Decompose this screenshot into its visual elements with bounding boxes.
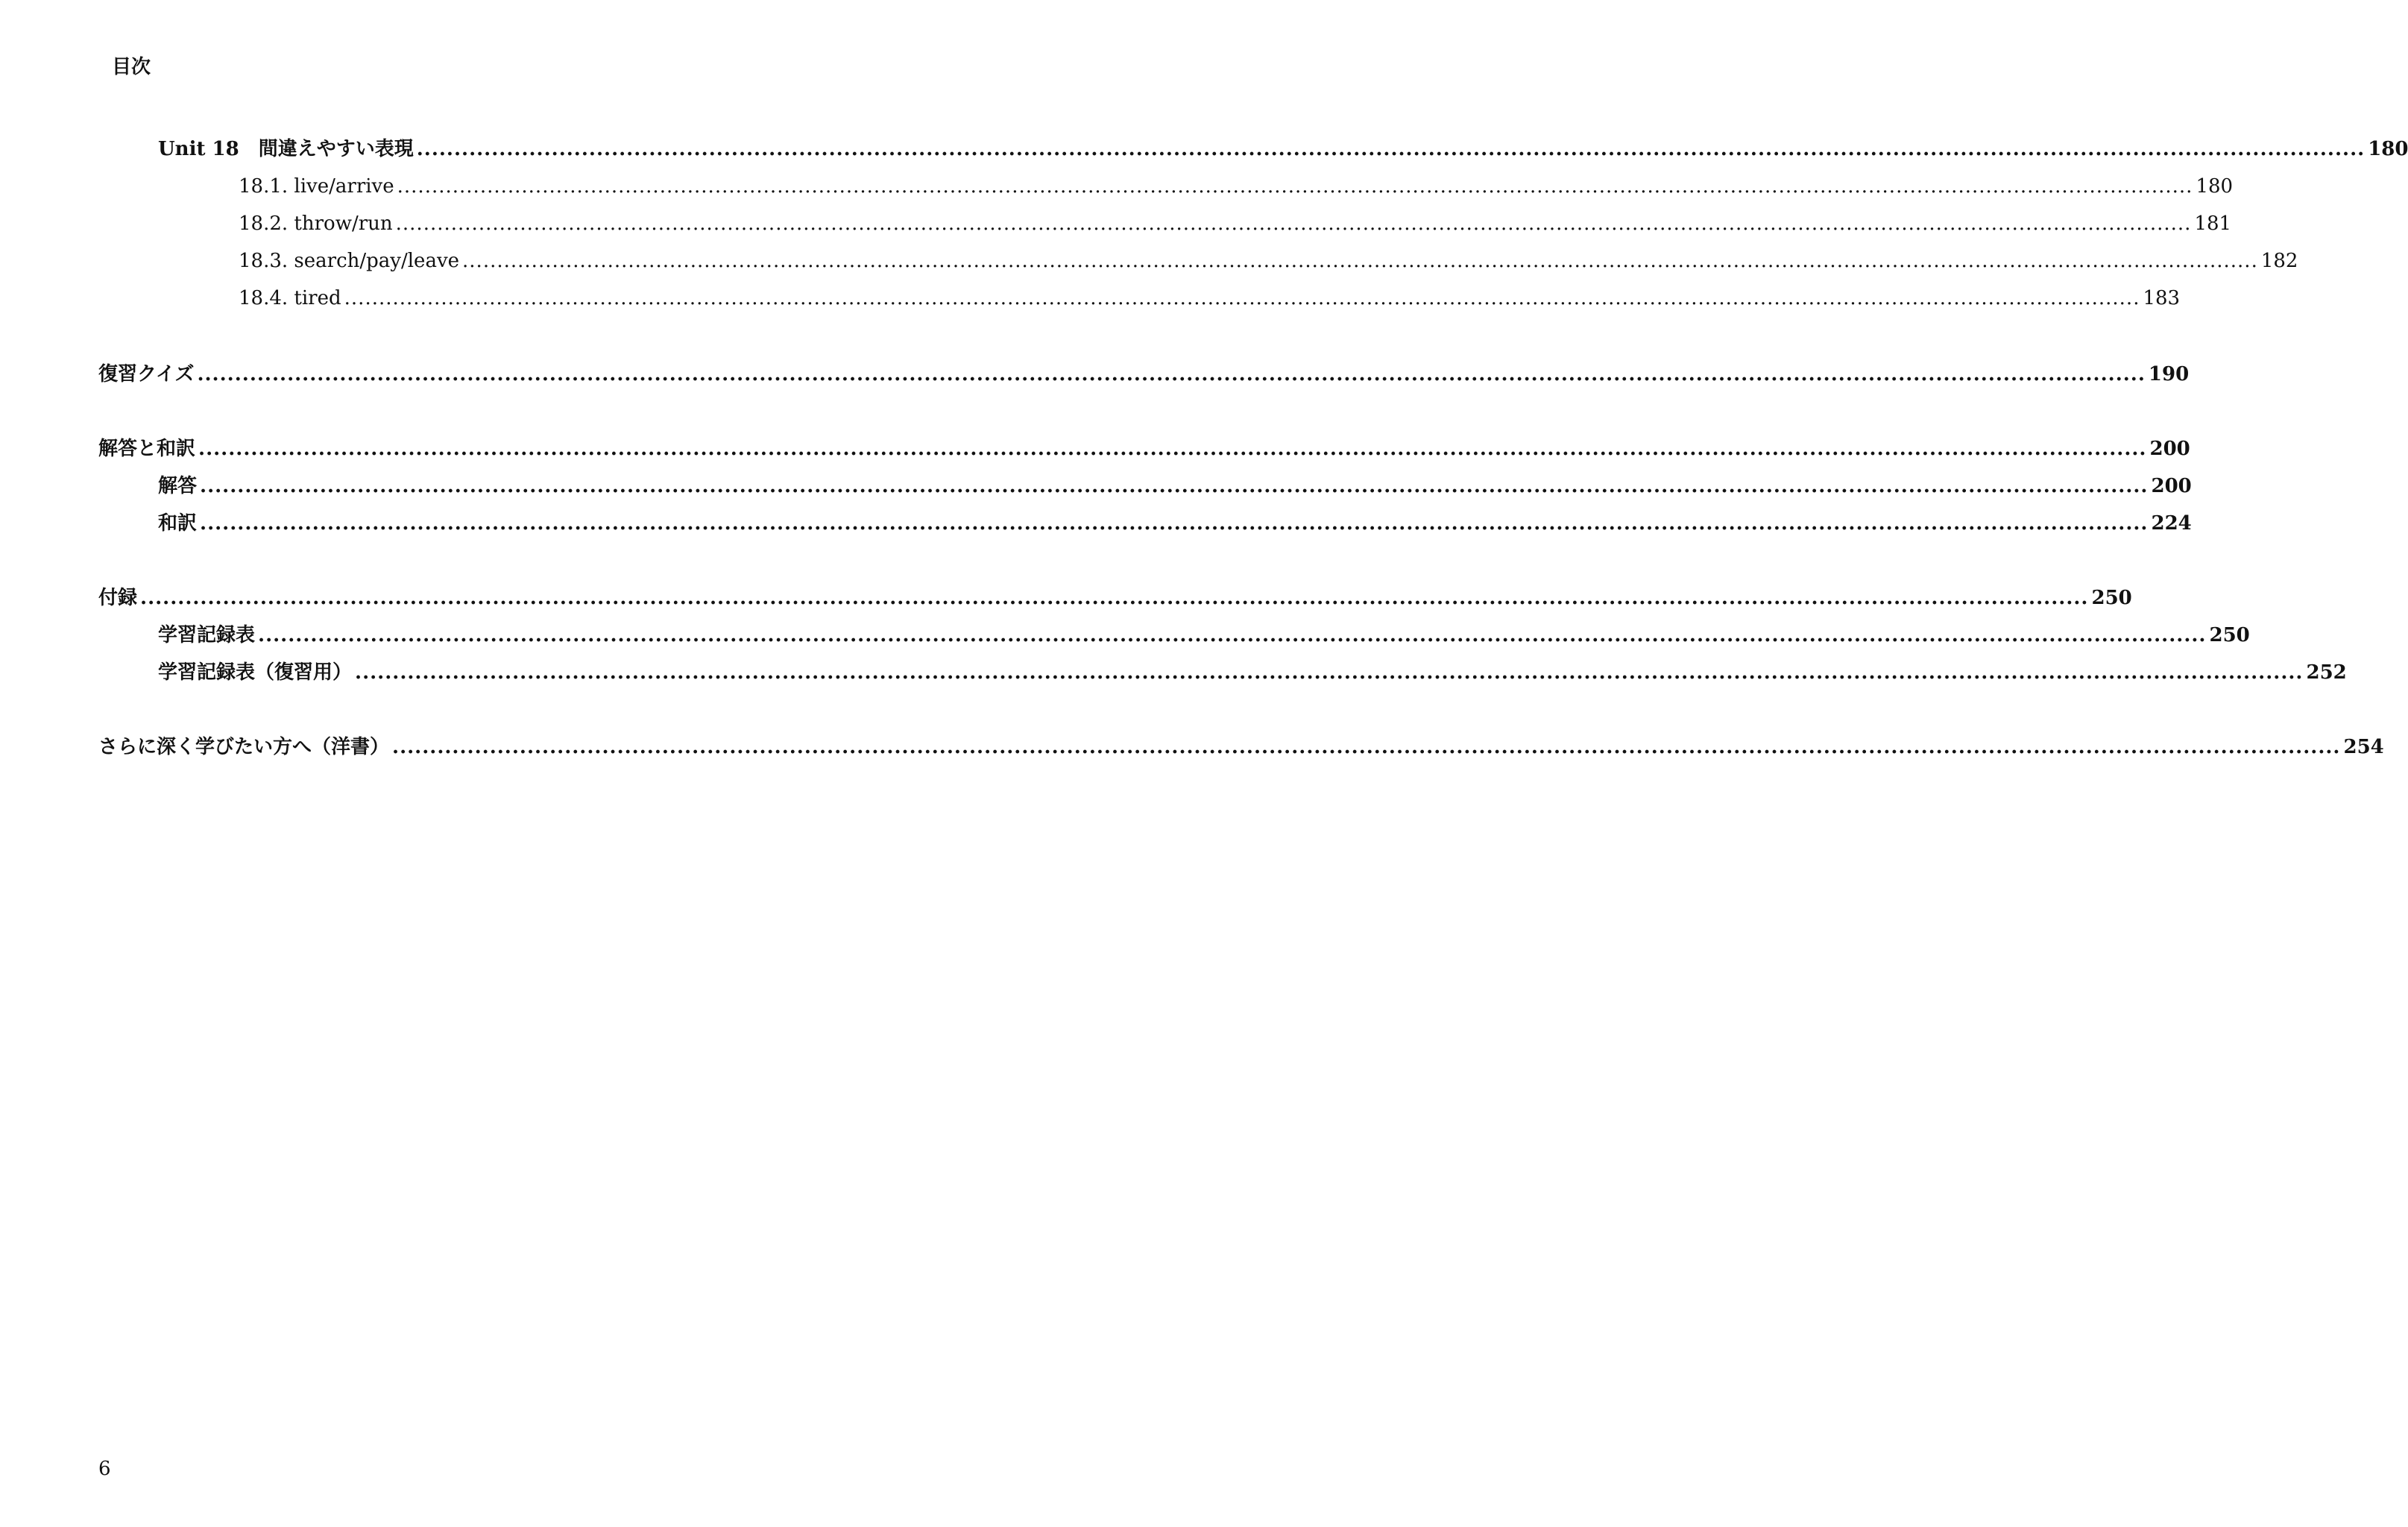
toc-page-number: 181 bbox=[2194, 212, 2232, 235]
toc-page-number: 250 bbox=[2091, 587, 2132, 609]
toc-entry-title: さらに深く学びたい方へ（洋書） bbox=[98, 736, 390, 758]
toc-page-number: 252 bbox=[2306, 661, 2347, 684]
toc-entry-answers[interactable] bbox=[98, 434, 2190, 464]
toc-entry-title: 和訳 bbox=[158, 512, 198, 535]
toc-entry-title: 解答 bbox=[158, 475, 198, 497]
toc-entry-title: 学習記録表（復習用） bbox=[158, 661, 353, 684]
dot-leader: .................................................................................................................................................................................................................................................................... bbox=[395, 212, 2192, 235]
toc-entry-further-reading[interactable] bbox=[98, 732, 2384, 762]
dot-leader: .................................................................................................................................................................................................................................................................... bbox=[258, 624, 2207, 646]
page-number: 6 bbox=[98, 1458, 111, 1480]
toc-entry-answers-key[interactable] bbox=[158, 471, 2192, 501]
toc-entry-title: 付録 bbox=[98, 587, 138, 609]
toc-entry-review-quiz[interactable] bbox=[98, 359, 2190, 389]
page-header: 目次 bbox=[112, 56, 151, 78]
toc-entry-study-log[interactable] bbox=[158, 620, 2250, 650]
dot-leader: .................................................................................................................................................................................................................................................................... bbox=[416, 138, 2366, 160]
toc-page-number: 190 bbox=[2148, 363, 2190, 385]
toc-entry-title: 18.1. live/arrive bbox=[239, 175, 394, 198]
toc-entry-18-3[interactable] bbox=[239, 246, 2298, 276]
toc-page-number: 200 bbox=[2151, 475, 2192, 497]
toc-entry-title: 18.2. throw/run bbox=[239, 212, 393, 235]
toc-page-number: 200 bbox=[2149, 438, 2190, 460]
toc-entry-translations[interactable] bbox=[158, 509, 2192, 538]
dot-leader: .................................................................................................................................................................................................................................................................... bbox=[200, 512, 2149, 535]
toc-entry-appendix[interactable] bbox=[98, 583, 2132, 613]
unit-title: 間違えやすい表現 bbox=[258, 138, 414, 160]
dot-leader: .................................................................................................................................................................................................................................................................... bbox=[392, 736, 2341, 758]
toc-page-number: 180 bbox=[2368, 138, 2408, 160]
toc-page-number: 180 bbox=[2196, 175, 2234, 198]
toc-entry-18-1[interactable] bbox=[239, 171, 2234, 201]
dot-leader: .................................................................................................................................................................................................................................................................... bbox=[198, 438, 2147, 460]
dot-leader: .................................................................................................................................................................................................................................................................... bbox=[344, 287, 2140, 309]
toc-entry-title: 復習クイズ bbox=[98, 363, 195, 385]
toc-entry-study-log-review[interactable] bbox=[158, 658, 2347, 687]
toc-entry-title: 18.4. tired bbox=[239, 287, 341, 309]
toc-page-number: 224 bbox=[2151, 512, 2192, 535]
dot-leader: .................................................................................................................................................................................................................................................................... bbox=[397, 175, 2193, 198]
toc-page-number: 182 bbox=[2260, 250, 2298, 272]
toc-entry-title: 18.3. search/pay/leave bbox=[239, 250, 460, 272]
toc-page-number: 254 bbox=[2343, 736, 2384, 758]
toc-entry-title: 解答と和訳 bbox=[98, 438, 196, 460]
toc-entry-title bbox=[158, 134, 414, 164]
toc-entry-title: 学習記録表 bbox=[158, 624, 256, 646]
dot-leader: .................................................................................................................................................................................................................................................................... bbox=[462, 250, 2258, 272]
toc-page-number: 183 bbox=[2143, 287, 2181, 309]
dot-leader: .................................................................................................................................................................................................................................................................... bbox=[200, 475, 2149, 497]
dot-leader: .................................................................................................................................................................................................................................................................... bbox=[197, 363, 2146, 385]
unit-label: Unit 18 bbox=[158, 138, 239, 160]
dot-leader: .................................................................................................................................................................................................................................................................... bbox=[140, 587, 2089, 609]
dot-leader: .................................................................................................................................................................................................................................................................... bbox=[355, 661, 2304, 684]
toc-entry-18-4[interactable] bbox=[239, 283, 2181, 313]
toc-entry-unit-18[interactable] bbox=[158, 134, 2408, 164]
toc-entry-18-2[interactable] bbox=[239, 209, 2232, 239]
toc-page-number: 250 bbox=[2209, 624, 2250, 646]
